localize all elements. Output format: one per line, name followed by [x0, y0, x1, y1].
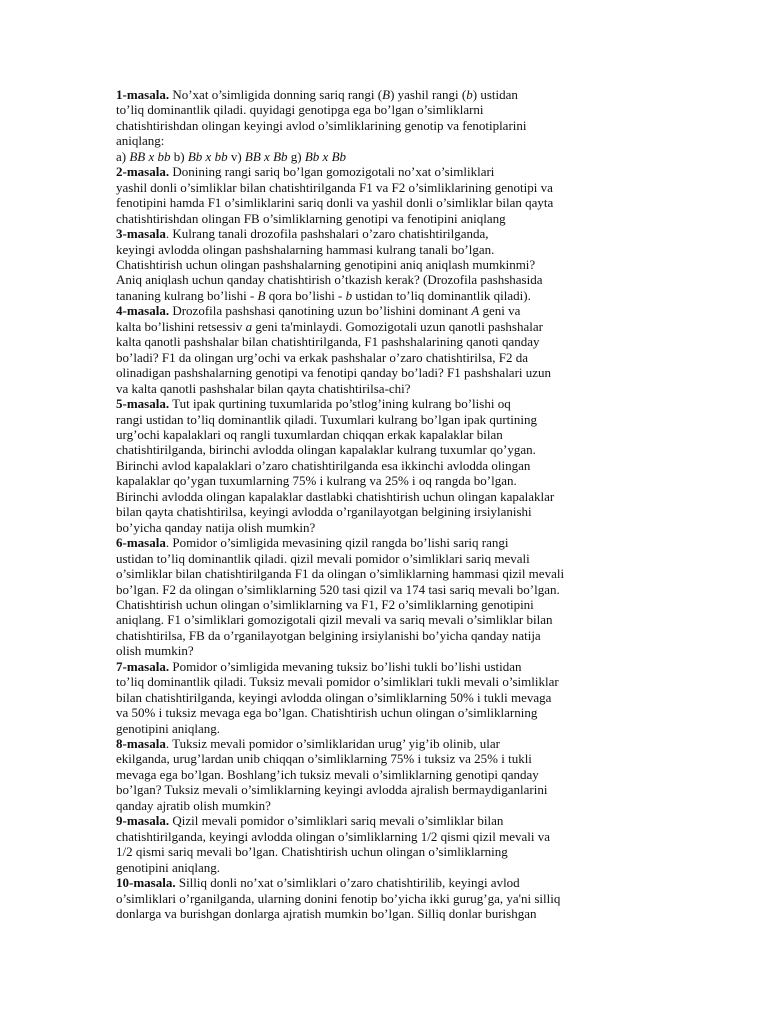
text-run: bo’yicha qanday natija olish mumkin?	[116, 519, 316, 535]
text-run: Birinchi avlodda olingan kapalaklar dastlabki chatishtirish uchun olingan kapalaklar	[116, 488, 555, 504]
text-run: kapalaklar qo’ygan tuxumlarning 75% i kulrang va 25% i oq rangda bo’lgan.	[116, 473, 517, 489]
text-run: kalta qanotli pashshalar bilan chatishtirilganda, F1 pashshalarining qanoti qanday	[116, 334, 540, 350]
text-line	[116, 566, 616, 581]
text-run: chatishtirilganda, birinchi avlodda olingan kapalaklar kulrang tuxumlar qo’ygan.	[116, 442, 536, 458]
text-line	[116, 798, 616, 813]
text-line	[116, 875, 616, 890]
text-run: urg’ochi kapalaklari oq rangli tuxumlardan chiqqan erkak kapalaklar bilan	[116, 426, 503, 442]
text-line	[116, 520, 616, 535]
text-line	[116, 133, 616, 148]
text-run: v)	[227, 148, 245, 164]
text-line	[116, 180, 616, 195]
text-line	[116, 303, 616, 318]
text-run: genotipini aniqlang.	[116, 859, 220, 875]
text-run: No’xat o’simligida donning sariq rangi (	[169, 87, 383, 102]
text-line	[116, 102, 616, 117]
text-run: aniqlang. F1 o’simliklari gomozigotali qizil mevali va sariq mevali o’simliklar bilan	[116, 612, 553, 628]
text-run: Aniq aniqlash uchun qanday chatishtirish o’tkazish kerak? (Drozofila pashshasida	[116, 272, 543, 288]
text-run: va kalta qanotli pashshalar bilan qayta chatishtirilsa-chi?	[116, 380, 411, 396]
text-run: bilan chatishtirilganda, keyingi avlodda olingan o’simliklarning 50% i tukli mevaga	[116, 689, 552, 705]
text-run: b)	[170, 148, 188, 164]
italic-term: BB x bb	[129, 148, 171, 164]
text-line	[116, 242, 616, 257]
text-line	[116, 690, 616, 705]
text-run: tananing kulrang bo’lishi -	[116, 287, 258, 303]
text-line	[116, 535, 616, 550]
text-run: bo’lgan. F2 da olingan o’simliklarning 520 tasi qizil va 174 tasi sariq mevali bo’lgan.	[116, 581, 560, 597]
text-run: g)	[287, 148, 305, 164]
italic-term: Bb x Bb	[304, 148, 347, 164]
text-run: qanday ajratib olish mumkin?	[116, 797, 271, 813]
problem-heading: 9-masala.	[116, 813, 170, 829]
text-run: o’simliklari o’rganilganda, ularning donini fenotip bo’yicha ikki gurug’ga, ya'ni silliq	[116, 890, 561, 906]
text-run: Qizil mevali pomidor o’simliklari sariq mevali o’simliklar bilan	[169, 813, 504, 829]
text-run: bo’ladi? F1 da olingan urg’ochi va erkak pashshalar o’zaro chatishtirilsa, F2 da	[116, 349, 529, 365]
text-line	[116, 705, 616, 720]
text-run: Drozofila pashshasi qanotining uzun bo’lishini dominant	[169, 303, 472, 319]
text-run: Silliq donli no’xat o’simliklari o’zaro chatishtirilib, keyingi avlod	[175, 875, 520, 891]
text-run: bo’lgan? Tuksiz mevali o’simliklarning keyingi avlodda ajralish bermaydiganlarini	[116, 782, 548, 798]
text-line	[116, 628, 616, 643]
text-line	[116, 365, 616, 380]
text-run: Chatishtirish uchun olingan o’simliklarning va F1, F2 o’simliklarning genotipini	[116, 596, 534, 612]
text-line	[116, 149, 616, 164]
text-line	[116, 844, 616, 859]
text-run: geni ta'minlaydi. Gomozigotali uzun qanotli pashshalar	[252, 318, 543, 334]
text-run: . Kulrang tanali drozofila pashshalari o’zaro chatishtirilganda,	[165, 226, 489, 242]
problem-heading: 8-masala	[116, 736, 166, 752]
text-run: Tut ipak qurtining tuxumlarida po’stlog’ining kulrang bo’lishi oq	[169, 396, 511, 412]
italic-term: b	[345, 287, 353, 303]
text-run: ustidan to’liq dominantlik qiladi. qizil mevali pomidor o’simliklari sariq mevali	[116, 550, 530, 566]
text-line	[116, 906, 616, 921]
italic-term: a	[245, 318, 253, 334]
text-line	[116, 489, 616, 504]
text-line	[116, 736, 616, 751]
problem-heading: 6-masala	[116, 535, 166, 551]
text-line	[116, 612, 616, 627]
text-line	[116, 396, 616, 411]
text-line	[116, 164, 616, 179]
text-line	[116, 381, 616, 396]
text-line	[116, 582, 616, 597]
text-line	[116, 643, 616, 658]
text-line	[116, 118, 616, 133]
text-line	[116, 427, 616, 442]
problem-heading: 10-masala.	[116, 875, 176, 891]
text-run: olish mumkin?	[116, 643, 194, 659]
text-run: olinadigan pashshalarning genotipi va fenotipi qanday bo’ladi? F1 pashshalari uzun	[116, 365, 552, 381]
text-run: Chatishtirish uchun olingan pashshalarning genotipini aniq aniqlash mumkinmi?	[116, 256, 536, 272]
text-run: chatishtirishdan olingan FB o’simliklarning genotipi va fenotipini aniqlang	[116, 210, 506, 226]
text-line	[116, 659, 616, 674]
text-run: fenotipini hamda F1 o’simliklarini sariq donli va yashil donli o’simliklar bilan qayta	[116, 195, 554, 211]
text-line	[116, 597, 616, 612]
problem-heading: 2-masala.	[116, 164, 170, 180]
text-run: rangi ustidan to’liq dominantlik qiladi. Tuxumlari kulrang bo’lgan ipak qurtining	[116, 411, 538, 427]
text-run: chatishtirishdan olingan keyingi avlod o’simliklarining genotip va fenotiplarini	[116, 117, 527, 133]
text-line	[116, 473, 616, 488]
text-run: 1/2 qismi sariq mevali bo’lgan. Chatishtirish uchun olingan o’simliklarning	[116, 844, 508, 860]
text-run: o’simliklar bilan chatishtirilganda F1 da olingan o’simliklarning hammasi qizil mevali	[116, 566, 565, 582]
text-line	[116, 782, 616, 797]
text-run: yashil donli o’simliklar bilan chatishtirilganda F1 va F2 o’simliklarining genotipi va	[116, 179, 553, 195]
italic-term: B	[382, 87, 391, 102]
problem-heading: 5-masala.	[116, 396, 170, 412]
text-run: geni va	[479, 303, 521, 319]
text-line	[116, 674, 616, 689]
text-run: kalta bo’lishini retsessiv	[116, 318, 246, 334]
document-page	[116, 87, 616, 921]
text-run: . Pomidor o’simligida mevasining qizil rangda bo’lishi sariq rangi	[165, 535, 509, 551]
text-line	[116, 721, 616, 736]
text-line	[116, 350, 616, 365]
text-line	[116, 551, 616, 566]
italic-term: Bb x bb	[187, 148, 228, 164]
text-line	[116, 288, 616, 303]
italic-term: A	[471, 303, 480, 319]
text-line	[116, 226, 616, 241]
text-run: ustidan to’liq dominantlik qiladi).	[352, 287, 531, 303]
text-run: a)	[116, 148, 130, 164]
text-run: chatishtirilsa, FB da o’rganilayotgan belgining irsiylanishi bo’yicha qanday natija	[116, 627, 541, 643]
text-run: donlarga va burishgan donlarga ajratish mumkin bo’lgan. Silliq donlar burishgan	[116, 906, 537, 922]
text-run: qora bo’lishi -	[265, 287, 346, 303]
text-line	[116, 195, 616, 210]
text-line	[116, 211, 616, 226]
text-line	[116, 334, 616, 349]
text-line	[116, 442, 616, 457]
text-line	[116, 751, 616, 766]
italic-term: BB x Bb	[244, 148, 288, 164]
problem-heading: 7-masala.	[116, 658, 170, 674]
text-run: va 50% i tuksiz mevaga ega bo’lgan. Chatishtirish uchun olingan o’simliklarning	[116, 705, 538, 721]
text-run: ekilganda, urug’lardan unib chiqqan o’simliklarning 75% i tuksiz va 25% i tukli	[116, 751, 532, 767]
text-line	[116, 458, 616, 473]
text-line	[116, 272, 616, 287]
text-run: aniqlang:	[116, 133, 165, 149]
text-run: keyingi avlodda olingan pashshalarning hammasi kulrang tanali bo’lgan.	[116, 241, 495, 257]
text-line	[116, 319, 616, 334]
italic-term: b	[466, 87, 473, 102]
text-line	[116, 767, 616, 782]
text-run: Pomidor o’simligida mevaning tuksiz bo’lishi tukli bo’lishi ustidan	[169, 658, 522, 674]
text-run: ) ustidan	[472, 87, 518, 102]
text-line	[116, 412, 616, 427]
text-run: to’liq dominantlik qiladi. Tuksiz mevali pomidor o’simliklari tukli mevali o’simliklar	[116, 674, 559, 690]
text-line	[116, 813, 616, 828]
text-run: genotipini aniqlang.	[116, 720, 220, 736]
text-line	[116, 829, 616, 844]
text-line	[116, 504, 616, 519]
text-line	[116, 891, 616, 906]
text-run: . Tuksiz mevali pomidor o’simliklaridan urug’ yig’ib olinib, ular	[165, 736, 500, 752]
text-run: chatishtirilganda, keyingi avlodda olingan o’simliklarning 1/2 qismi qizil mevali va	[116, 828, 550, 844]
text-run: Donining rangi sariq bo’lgan gomozigotali no’xat o’simliklari	[169, 164, 495, 180]
text-run: to’liq dominantlik qiladi. quyidagi genotipga ega bo’lgan o’simliklarni	[116, 102, 484, 118]
italic-term: B	[257, 287, 266, 303]
problem-heading: 1-masala.	[116, 87, 170, 102]
problem-heading: 4-masala.	[116, 303, 170, 319]
text-run: mevaga ega bo’lgan. Boshlang’ich tuksiz mevali o’simliklarning genotipi qanday	[116, 766, 539, 782]
text-run: Birinchi avlod kapalaklari o’zaro chatishtirilganda esa ikkinchi avlodda olingan	[116, 457, 531, 473]
text-run: bilan qayta chatishtirilsa, keyingi avlodda o’rganilayotgan belgining irsiylanishi	[116, 504, 532, 520]
text-line	[116, 257, 616, 272]
text-run: ) yashil rangi (	[390, 87, 467, 102]
text-line	[116, 87, 616, 102]
problem-heading: 3-masala	[116, 226, 166, 242]
text-line	[116, 860, 616, 875]
